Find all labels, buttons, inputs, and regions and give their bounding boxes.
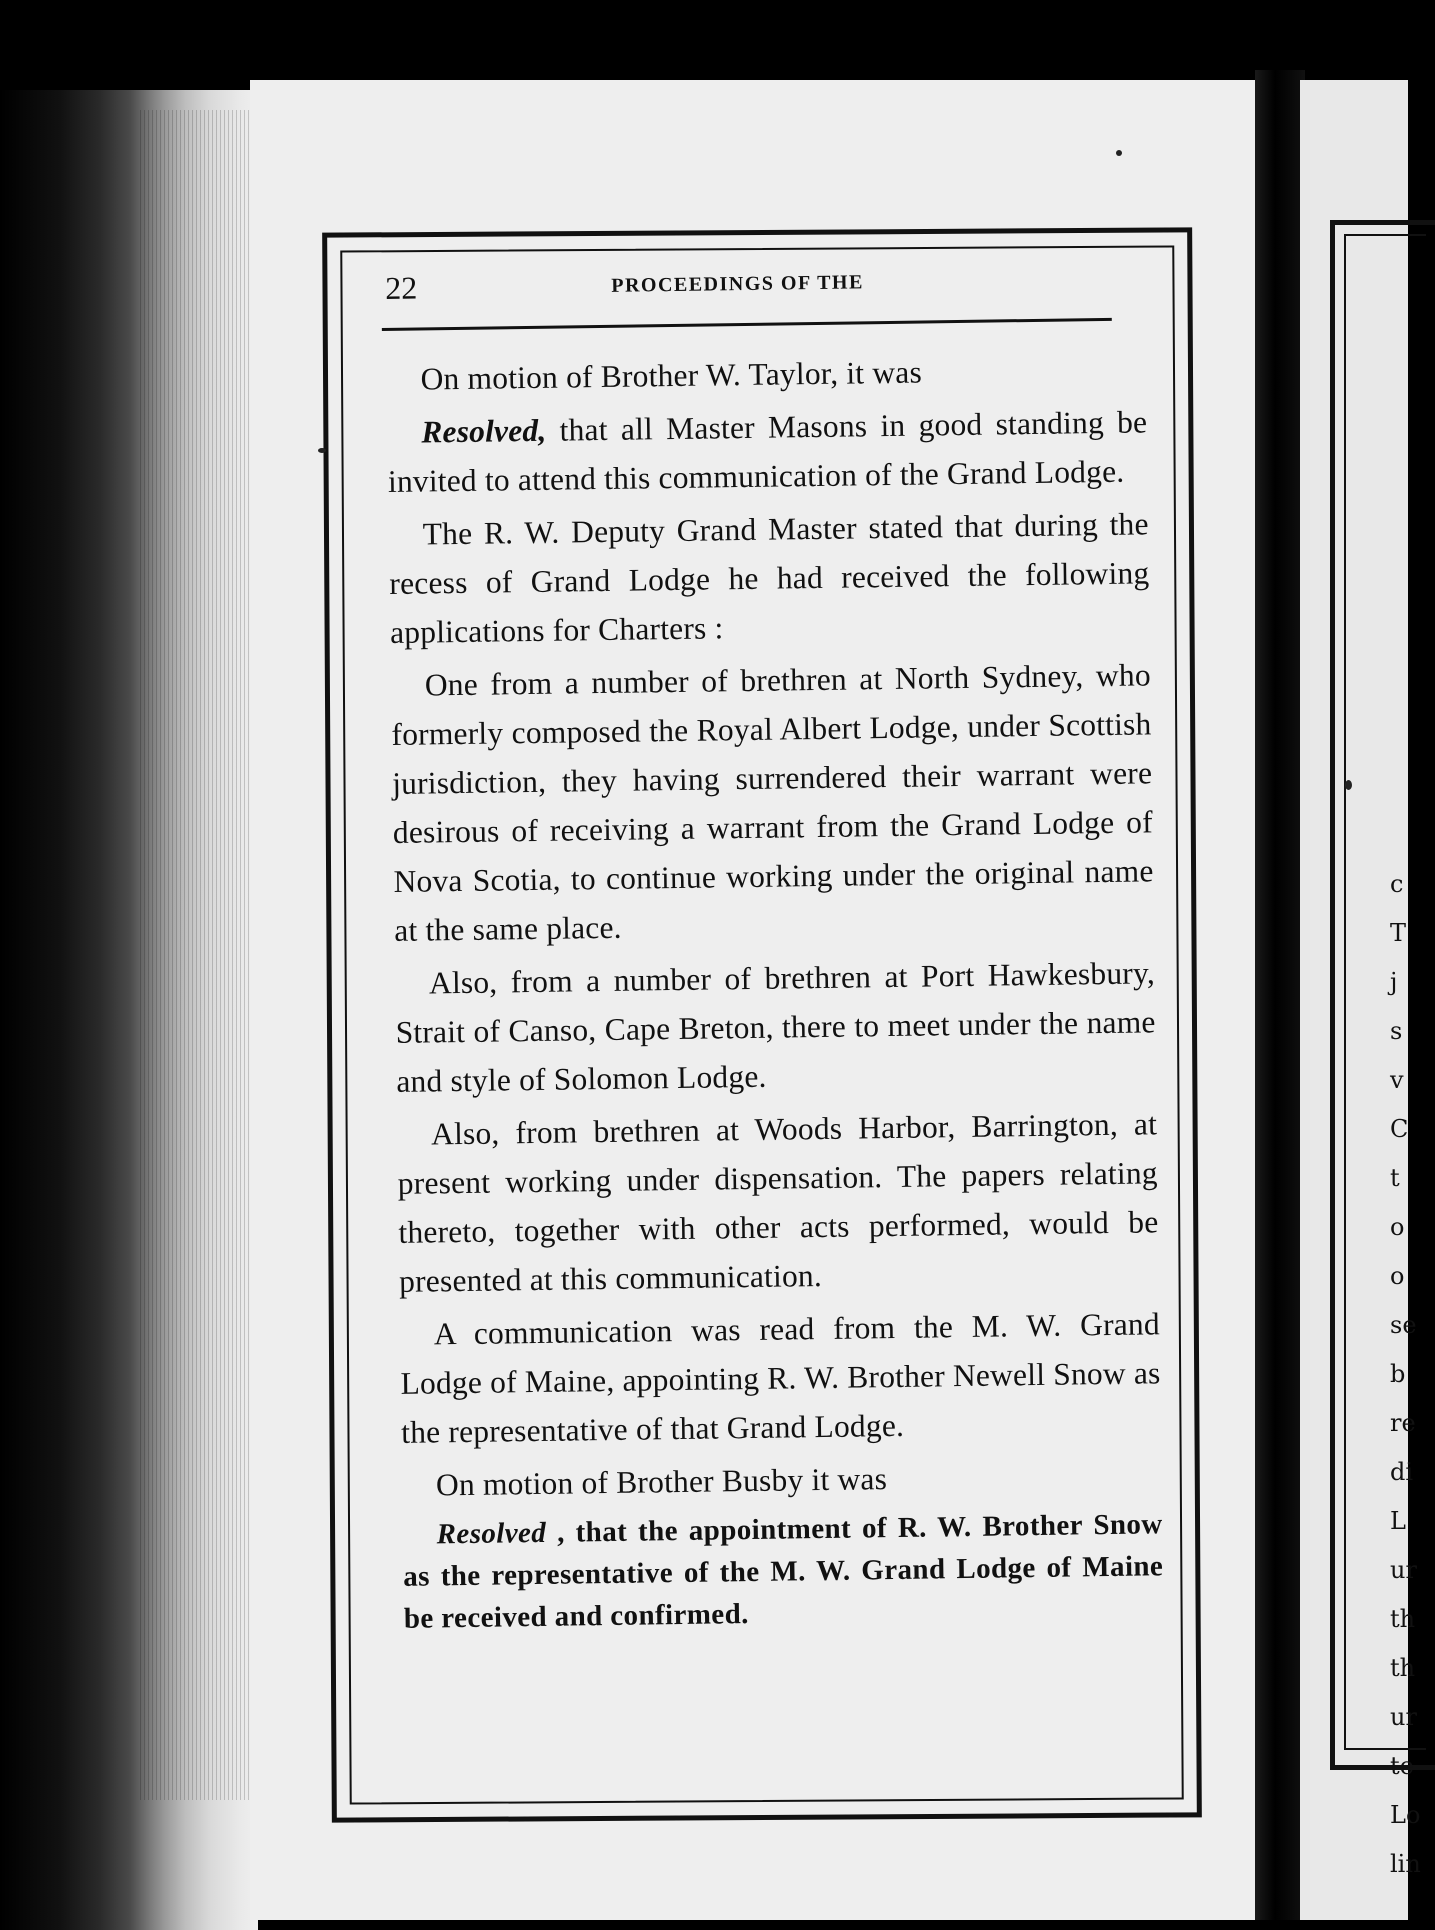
facing-page-letter: se [1390,1311,1417,1339]
facing-page-text-fragments [1390,860,1421,1889]
facing-page-letter: b [1390,1360,1406,1388]
facing-page-letter: L [1390,1507,1406,1535]
paragraph-deputy-grand-master: The R. W. Deputy Grand Master stated that during the recess of Grand Lodge he had received the following applications for Charters : [389,506,1150,650]
facing-page-letter: o [1390,1213,1405,1241]
ink-speck [1345,780,1352,790]
paragraph-motion-taylor: On motion of Brother W. Taylor, it was [420,354,923,397]
paragraph-grand-lodge-maine: A communication was read from the M. W. Grand Lodge of Maine, appointing R. W. Brother Newell Snow as the representative of that Grand Lodge. [400,1306,1161,1450]
paragraph-port-hawkesbury: Also, from a number of brethren at Port Hawkesbury, Strait of Canso, Cape Breton, there to meet under the name and style of Solomon Lodge. [395,955,1156,1099]
facing-page-letter: v [1390,1066,1404,1094]
facing-page-letter: ur [1390,1556,1417,1584]
ink-speck [318,448,326,453]
facing-page-letter: t [1390,1164,1400,1192]
facing-page-letter: th [1390,1654,1416,1682]
running-head: PROCEEDINGS OF THE [611,271,865,297]
book-gutter [1255,70,1305,1920]
page-number: 22 [385,269,418,306]
facing-page-letter: lin [1390,1850,1421,1878]
facing-page-letter: th [1390,1605,1416,1633]
facing-page-letter: T [1390,919,1407,947]
facing-page-letter: Lo [1390,1801,1421,1829]
page-content [385,257,1164,1643]
resolved-text: that all Master Masons in good standing be invited to attend this communication of the Grand Lodge. [387,404,1148,499]
resolved-text: , that the appointment of R. W. Brother Snow as the representative of the M. W. Grand Lodge of Maine be received and confirmed. [403,1508,1164,1635]
paragraph-motion-busby: On motion of Brother Busby it was [435,1461,888,1503]
facing-page-inner-frame [1344,234,1426,1750]
header-rule [382,318,1112,331]
page-edge-lines [140,110,255,1800]
page-header [385,257,1146,312]
facing-page-letter: re [1390,1409,1416,1437]
facing-page-letter: di [1390,1458,1414,1486]
page-body [386,344,1164,1639]
facing-page-letter: s [1390,1017,1403,1045]
paragraph-woods-harbor: Also, from brethren at Woods Harbor, Barrington, at present working under dispensation. The papers relating thereto, together with other acts performed, would be presented at this communication. [397,1106,1159,1299]
resolved-label: Resolved [436,1516,547,1551]
ink-speck [1116,150,1122,156]
paragraph-resolved-snow [402,1503,1164,1640]
paragraph-resolved-master-masons [387,397,1148,506]
facing-page-letter: j [1390,968,1398,996]
facing-page-letter: c [1390,870,1404,898]
facing-page-letter: C [1390,1115,1409,1143]
resolved-label: Resolved, [421,412,547,450]
facing-page-letter: o [1390,1262,1405,1290]
facing-page-letter: ur [1390,1703,1417,1731]
paragraph-north-sydney: One from a number of brethren at North Sydney, who formerly composed the Royal Albert Lodge, under Scottish jurisdiction, they having surrendered their warrant were desirous of receiving a warrant from the Grand Lodge of Nova Scotia, to continue working under the original name at the same place. [391,657,1154,948]
facing-page-letter: te [1390,1752,1414,1780]
